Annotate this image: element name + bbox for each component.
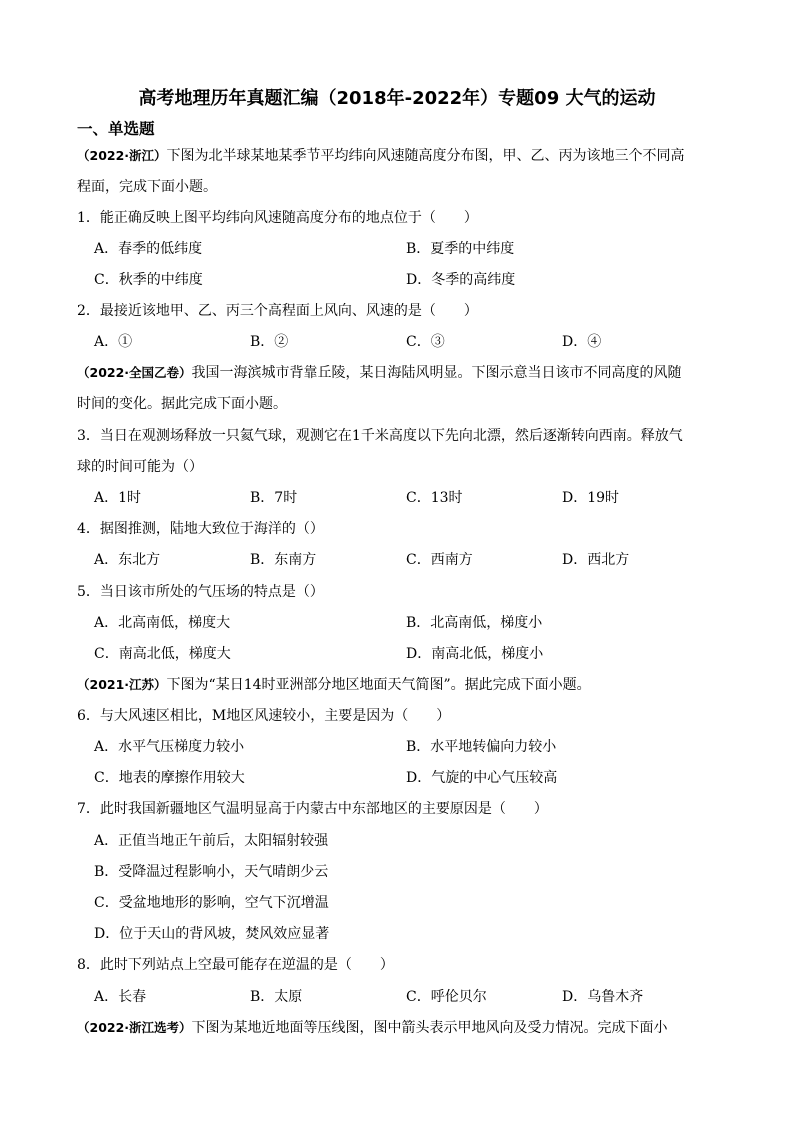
intro-text-cont: 程面，完成下面小题。 bbox=[77, 179, 217, 195]
option-d[interactable]: D．乌鲁木齐 bbox=[562, 989, 644, 1005]
option-d[interactable]: D．19时 bbox=[562, 490, 620, 506]
option-b[interactable]: B．水平地转偏向力较小 bbox=[406, 739, 557, 755]
option-c[interactable]: C．呼伦贝尔 bbox=[406, 989, 487, 1005]
option-d[interactable]: D．南高北低，梯度小 bbox=[406, 646, 544, 662]
option-b[interactable]: B．夏季的中纬度 bbox=[406, 241, 515, 257]
source-tag: （2021·江苏） bbox=[77, 677, 167, 692]
option-b[interactable]: B．东南方 bbox=[250, 552, 317, 568]
option-a[interactable]: A．水平气压梯度力较小 bbox=[94, 739, 245, 755]
source-tag: （2022·浙江） bbox=[77, 148, 167, 163]
page-title: 高考地理历年真题汇编（2018年-2022年）专题09 大气的运动 bbox=[138, 88, 656, 109]
question-stem: 2．最接近该地甲、乙、丙三个高程面上风向、风速的是（ ） bbox=[77, 303, 478, 319]
question-stem-cont: 球的时间可能为（） bbox=[77, 459, 203, 475]
option-a[interactable]: A．正值当地正午前后，太阳辐射较强 bbox=[94, 833, 329, 849]
option-c[interactable]: C．13时 bbox=[406, 490, 463, 506]
question-stem: 5．当日该市所处的气压场的特点是（） bbox=[77, 584, 324, 600]
question-stem: 3．当日在观测场释放一只氦气球，观测它在1千米高度以下先向北漂，然后逐渐转向西南。释放气 bbox=[77, 428, 683, 444]
option-c[interactable]: C．受盆地地形的影响，空气下沉增温 bbox=[94, 895, 329, 911]
intro-text: 下图为某地近地面等压线图，图中箭头表示甲地风向及受力情况。完成下面小 bbox=[191, 1020, 668, 1036]
intro-paragraph bbox=[77, 675, 591, 695]
option-c[interactable]: C．南高北低，梯度大 bbox=[94, 646, 231, 662]
option-b[interactable]: B．北高南低，梯度小 bbox=[406, 615, 543, 631]
question-stem: 6．与大风速区相比，M地区风速较小，主要是因为（ ） bbox=[77, 708, 451, 724]
option-a[interactable]: A．① bbox=[94, 334, 133, 350]
option-a[interactable]: A．1时 bbox=[94, 490, 142, 506]
question-stem: 4．据图推测，陆地大致位于海洋的（） bbox=[77, 521, 324, 537]
option-b[interactable]: B．② bbox=[250, 334, 289, 350]
option-a[interactable]: A．东北方 bbox=[94, 552, 161, 568]
option-a[interactable]: A．春季的低纬度 bbox=[94, 241, 203, 257]
intro-paragraph bbox=[77, 1018, 668, 1038]
option-b[interactable]: B．太原 bbox=[250, 989, 303, 1005]
intro-text-cont: 时间的变化。据此完成下面小题。 bbox=[77, 396, 287, 412]
option-a[interactable]: A．长春 bbox=[94, 989, 147, 1005]
question-stem: 8．此时下列站点上空最可能存在逆温的是（ ） bbox=[77, 957, 394, 973]
source-tag: （2022·浙江选考） bbox=[77, 1020, 192, 1035]
option-c[interactable]: C．西南方 bbox=[406, 552, 473, 568]
option-d[interactable]: D．位于天山的背风坡，焚风效应显著 bbox=[94, 926, 330, 942]
option-c[interactable]: C．③ bbox=[406, 334, 445, 350]
intro-text: 我国一海滨城市背靠丘陵，某日海陆风明显。下图示意当日该市不同高度的风随 bbox=[191, 365, 682, 381]
intro-paragraph bbox=[77, 146, 685, 166]
section-heading: 一、单选题 bbox=[77, 120, 155, 138]
option-c[interactable]: C．地表的摩擦作用较大 bbox=[94, 770, 245, 786]
option-b[interactable]: B．7时 bbox=[250, 490, 298, 506]
option-c[interactable]: C．秋季的中纬度 bbox=[94, 272, 203, 288]
option-b[interactable]: B．受降温过程影响小，天气晴朗少云 bbox=[94, 864, 329, 880]
option-d[interactable]: D．西北方 bbox=[562, 552, 630, 568]
option-d[interactable]: D．冬季的高纬度 bbox=[406, 272, 516, 288]
intro-text: 下图为北半球某地某季节平均纬向风速随高度分布图，甲、乙、丙为该地三个不同高 bbox=[166, 148, 685, 164]
source-tag: （2022·全国乙卷） bbox=[77, 365, 192, 380]
intro-text: 下图为“某日14时亚洲部分地区地面天气简图”。据此完成下面小题。 bbox=[166, 677, 591, 693]
option-a[interactable]: A．北高南低，梯度大 bbox=[94, 615, 231, 631]
intro-paragraph bbox=[77, 363, 682, 383]
option-d[interactable]: D．④ bbox=[562, 334, 602, 350]
option-d[interactable]: D．气旋的中心气压较高 bbox=[406, 770, 558, 786]
question-stem: 7．此时我国新疆地区气温明显高于内蒙古中东部地区的主要原因是（ ） bbox=[77, 801, 548, 817]
question-stem: 1．能正确反映上图平均纬向风速随高度分布的地点位于（ ） bbox=[77, 210, 478, 226]
